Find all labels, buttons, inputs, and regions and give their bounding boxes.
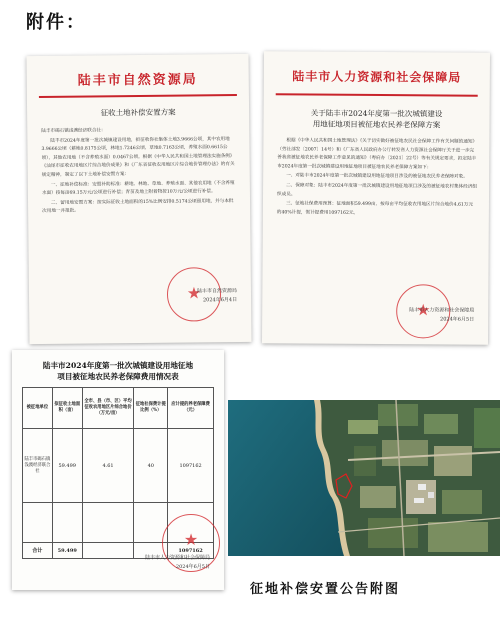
pension-plan-document <box>262 51 490 345</box>
land-document-signature <box>197 287 237 305</box>
pension-issuer-name: 陆丰市人力资源和社会保障局 <box>409 307 475 314</box>
cell-price: 4.61 <box>82 429 134 503</box>
pension-title-line: 关于陆丰市2024年度第一批次城镇建设 <box>310 108 443 119</box>
land-document-title: 征收土地补偿安置方案 <box>100 107 176 118</box>
total-label: 合计 <box>23 543 53 559</box>
pension-body-paragraph: 根据《中华人民共和国土地管理法》《关于切实做好被征地农民社会保障工作有关问题的通知》（劳社部发〔2007〕14号）和《广东省人民政府办公厅转发省人力资源社会保障厅关于进一步完善我省被征地农民养老保障工作意见的通知》（粤府办〔2021〕22号）等有关规定要求，拟定陆丰市2024年度第一批次城镇建设用地征地项目被征地农民养老保障方案如下： <box>277 138 478 171</box>
land-compensation-document <box>26 54 251 344</box>
total-fee: 1097162 <box>168 543 214 559</box>
land-body-paragraph: 陆丰市碣石镇浅澳经济联合社： <box>41 128 106 135</box>
column-header: 被征地单位 <box>23 388 53 429</box>
cell-unit: 陆丰市碣石镇浅澳经济联合社 <box>23 429 53 503</box>
cost-sheet-title <box>22 360 214 382</box>
land-body-paragraph: 二、留用地安置方案：按实际征收土地面积的15%比例安排0.5174公顷留用地，并与本批次用地一并报批。 <box>42 198 234 215</box>
satellite-map-svg <box>228 400 500 556</box>
column-header: 拟征收土地面积（亩） <box>52 388 82 429</box>
land-body-paragraph: 陆丰市2024年度第一批次城镇建设用地，拟征收你社集体土地3.9666公顷，其中农用地3.9666公顷（耕地0.8175公顷，林地1.7246公顷，草地0.7163公顷，养殖水面0.6615公顷），其他农用地（不含养殖水面）0.0467公顷。根据《中华人民共和国土地管理法实施条例》《汕尾市征收农用地区片综合地价成果》和《广东省征收农用地区片综合地价管理办法》的有关规定精神，制定了以下土地补偿安置方案： <box>41 136 235 178</box>
land-issuer-name: 陆丰市自然资源局 <box>196 287 237 295</box>
cell-area: 59.499 <box>52 429 82 503</box>
pension-issue-date: 2024年6月5日 <box>440 316 475 323</box>
table-row <box>23 429 214 503</box>
cost-issue-date: 2024年6月5日 <box>175 564 210 570</box>
pension-body-paragraph: 一、对陆丰市2024年度第一批次城镇建设用地征地项目涉及的被征地农民养老保障对象。 <box>286 173 468 181</box>
pension-cost-sheet <box>12 350 224 590</box>
land-bureau-masthead: 陆丰市自然资源局 <box>77 72 198 89</box>
pension-body-paragraph: 三、征地社保费用预算：征地面积59.499亩，按每亩平均征收农用地区片综合地价4.61万元的40%计提，需计提费用1097162元。 <box>276 201 474 216</box>
map-caption: 征地补偿安置公告附图 <box>250 582 401 597</box>
cell-ratio: 40 <box>134 429 168 503</box>
pension-document-body <box>277 137 478 220</box>
column-header: 征地社保费计提比例（%） <box>134 388 168 429</box>
masthead-divider <box>276 93 478 96</box>
satellite-map-image <box>228 400 500 556</box>
land-body-paragraph: 一、征地补偿标准：安置补助标准：耕地、林地、草地、养殖水面、其他农用地（不含养殖水面）按每亩69.15万元/公顷进行补偿；青苗及地上附着物按10万元/公顷进行补偿。 <box>41 180 235 197</box>
pension-document-signature <box>409 306 474 324</box>
table-header-row <box>23 388 214 429</box>
cost-title-line: 陆丰市2024年度第一批次城镇建设用地征地 <box>42 361 194 370</box>
land-issue-date: 2024年6月4日 <box>202 296 238 304</box>
cost-title-line: 项目被征地农民养老保障费用情况表 <box>57 372 179 381</box>
cost-issuer-name: 陆丰市人力资源和社会保障局 <box>144 555 210 561</box>
hr-bureau-masthead: 陆丰市人力资源和社会保障局 <box>292 69 462 85</box>
page-heading: 附件： <box>26 12 86 33</box>
column-header: 全市、县（市、区）平均征收农用地区片综合地价（万元/亩） <box>82 388 134 429</box>
cost-sheet-signature <box>145 554 210 572</box>
pension-title-line: 用地征地项目被征地农民养老保障方案 <box>312 119 441 130</box>
total-area: 59.499 <box>52 543 82 559</box>
land-document-body <box>41 126 238 218</box>
column-header: 应计提的养老保障费（元） <box>168 388 214 429</box>
cell-fee: 1097162 <box>168 429 214 503</box>
pension-body-paragraph: 二、保障对象：陆丰市2024年度第一批次城镇建设用地征地项目涉及的被征地农村集体经济组织成员。 <box>277 183 477 197</box>
masthead-divider <box>39 94 237 98</box>
pension-document-title <box>273 107 479 130</box>
